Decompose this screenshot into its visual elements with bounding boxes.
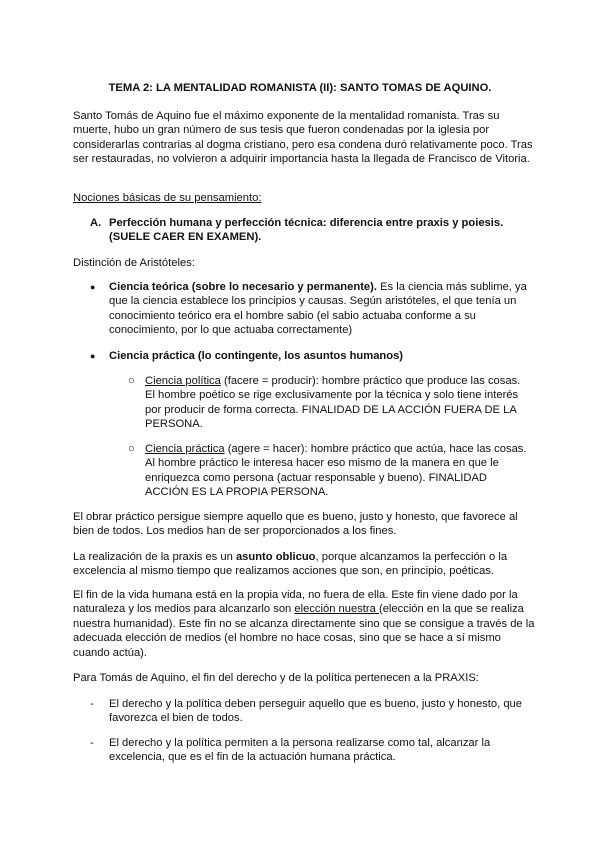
dash-item-2: El derecho y la política permiten a la persona realizarse como tal, alcanzar la excelencia, que es el fin de la actuación humana práctica.	[109, 737, 491, 764]
nociones-heading: Nociones básicas de su pensamiento:	[73, 192, 262, 204]
dash-item-1: El derecho y la política deben perseguir aquello que es bueno, justo y honesto, que favorezca el bien de todos.	[109, 698, 522, 725]
asunto-oblicuo: asunto oblicuo	[235, 551, 316, 563]
realizacion-text-b: , porque alcanzamos la perfección o la excelencia al mismo tiempo que realizamos acciones que son, en principio, poéticas.	[73, 551, 508, 578]
document-title: TEMA 2: LA MENTALIDAD ROMANISTA (II): SANTO TOMAS DE AQUINO.	[108, 82, 492, 94]
section-a-heading: Perfección humana y perfección técnica: diferencia entre praxis y poiesis. (SUELE CAER EN EXAMEN).	[109, 217, 504, 244]
sub-practica-text: (agere = hacer): hombre práctico que actúa, hace las cosas. Al hombre práctico le interesa hacer eso mismo de la manera en que le enriquezca como persona (actuar responsable y bueno). FINALIDAD ACCIÓN ES LA PROPIA PERSONA.	[145, 443, 527, 499]
sub-practica-marker: ○	[128, 443, 135, 455]
bullet-teorica	[109, 280, 537, 338]
bullet-practica: Ciencia práctica (lo contingente, los asuntos humanos)	[109, 350, 404, 362]
paragraph-tomas: Para Tomás de Aquino, el fin del derecho y de la política pertenecen a la PRAXIS:	[73, 672, 479, 684]
fin-text-b: (elección en la que se realiza nuestra humanidad). Este fin no se alcanza directamente sino que se consigue a través de la adecuada elección de medios (el hombre no hace cosas, sino que se hace a sí mismo cuando actúa).	[73, 603, 535, 659]
fin-text-a: El fin de la vida humana está en la propia vida, no fuera de ella. Este fin viene dado por la naturaleza y los medios para alcanzarlo son	[73, 589, 518, 616]
section-a-marker: A.	[90, 217, 102, 229]
bullet-teorica-bold: Ciencia teórica (sobre lo necesario y permanente).	[109, 281, 377, 293]
intro-paragraph: Santo Tomás de Aquino fue el máximo exponente de la mentalidad romanista. Tras su muerte, hubo un gran número de sus tesis que fueron condenadas por la iglesia por considerarlas contrarias al dogma cristiano, pero esa condena duró relativamente poco. Tras ser restauradas, no volvieron a adquirir importancia hasta la llegada de Francisco de Vitoria.	[73, 110, 533, 166]
realizacion-text-a: La realización de la praxis es un	[73, 551, 236, 563]
sub-politica-marker: ○	[128, 375, 135, 387]
sub-politica-text: (facere = producir): hombre práctico que produce las cosas. El hombre poético se rige exclusivamente por la técnica y solo tiene interés por producir de forma correcta. FINALIDAD DE LA ACCIÓN FUERA DE LA PERSONA.	[145, 375, 521, 431]
paragraph-obrar: El obrar práctico persigue siempre aquello que es bueno, justo y honesto, que favorece al bien de todos. Los medios han de ser proporcionados a los fines.	[73, 511, 518, 538]
sub-practica	[145, 442, 530, 500]
sub-politica	[145, 374, 528, 432]
dash-item-1-marker: -	[90, 698, 94, 710]
eleccion-nuestra: elección nuestra	[294, 603, 379, 616]
bullet-practica-marker: ●	[90, 351, 96, 361]
sub-politica-term: Ciencia política	[145, 375, 221, 387]
bullet-teorica-text: Es la ciencia más sublime, ya que la ciencia establece los principios y causas. Según aristóteles, el que tenía un conocimiento teórico era el hombre sabio (el sabio actuaba conforme a su conocimiento, por lo que actuaba correctamente)	[109, 281, 527, 337]
distincion-label: Distinción de Aristóteles:	[73, 257, 195, 269]
bullet-teorica-marker: ●	[90, 282, 96, 292]
paragraph-fin	[73, 588, 535, 660]
dash-item-2-marker: -	[90, 737, 94, 749]
paragraph-realizacion	[73, 550, 535, 579]
sub-practica-term: Ciencia práctica	[145, 443, 225, 455]
